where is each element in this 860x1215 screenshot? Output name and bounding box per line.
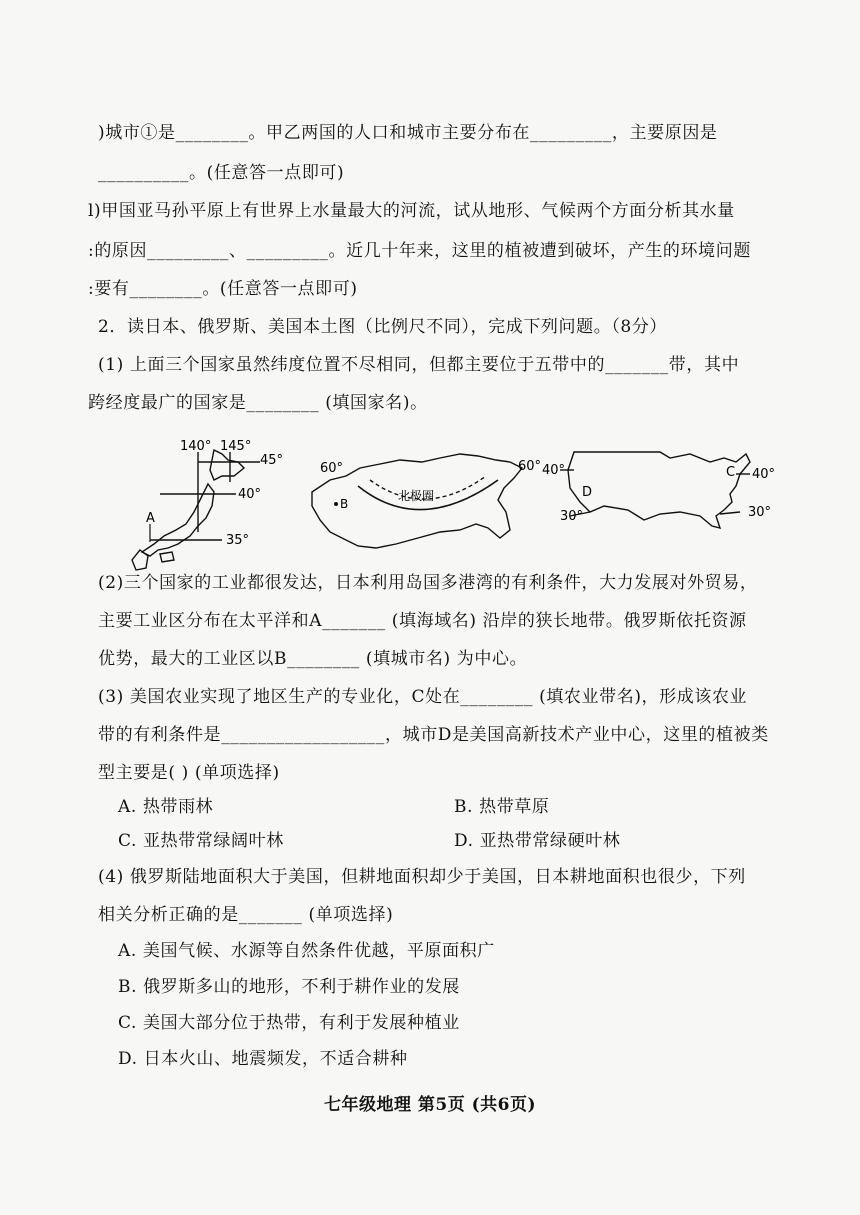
text-line: 优势，最大的工业区以B________ (填城市名) 为中心。 — [98, 649, 528, 669]
lat-label-40: 40° — [238, 487, 262, 502]
lat-label-30-right: 30° — [748, 505, 772, 520]
arctic-circle-label: 北极圈 — [398, 489, 435, 503]
question-2-4: (4) 俄罗斯陆地面积大于美国，但耕地面积却少于美国，日本耕地面积也很少，下列 — [98, 867, 746, 887]
text-line: 相关分析正确的是_______ (单项选择) — [98, 905, 394, 925]
point-label-d: D — [582, 485, 593, 500]
hokkaido-outline — [210, 450, 244, 480]
q3-option-d: D. 亚热带常绿硬叶林 — [454, 831, 621, 851]
text-line: )城市①是________。甲乙两国的人口和城市主要分布在_________，主要原因是 — [98, 123, 718, 143]
text-line: l)甲国亚马孙平原上有世界上水量最大的河流，试从地形、气候两个方面分析其水量 — [88, 201, 735, 221]
russia-map — [300, 440, 550, 560]
text-line: :的原因_________、_________。近几十年来，这里的植被遭到破坏，产生的环境问题 — [88, 241, 751, 261]
point-label-c: C — [726, 465, 736, 480]
point-label-b: B — [340, 497, 349, 511]
lat-label-35: 35° — [226, 533, 250, 548]
question-2-2: (2)三个国家的工业都很发达，日本利用岛国多港湾的有利条件，大力发展对外贸易， — [98, 573, 758, 593]
text-line: 型主要是( ) (单项选择) — [98, 763, 280, 783]
q4-option-d: D. 日本火山、地震频发，不适合耕种 — [118, 1049, 408, 1069]
lat-label-60-left: 60° — [320, 461, 344, 476]
q4-option-c: C. 美国大部分位于热带，有利于发展种植业 — [118, 1013, 460, 1033]
q3-option-a: A. 热带雨林 — [118, 797, 214, 817]
lon-label-145: 145° — [220, 439, 252, 454]
q3-option-c: C. 亚热带常绿阔叶林 — [118, 831, 284, 851]
lat-label-40-left: 40° — [542, 463, 566, 478]
usa-map — [540, 440, 780, 550]
text-line: 主要工业区分布在太平洋和A_______ (填海域名) 沿岸的狭长地带。俄罗斯依托资源 — [98, 611, 747, 631]
page-footer: 七年级地理 第5页 (共6页) — [323, 1095, 537, 1115]
question-2-1: (1) 上面三个国家虽然纬度位置不尽相同，但都主要位于五带中的_______带，其中 — [98, 355, 740, 375]
question-2-title: 2．读日本、俄罗斯、美国本土图（比例尺不同），完成下列问题。（8分） — [98, 317, 668, 337]
point-label-a: A — [146, 511, 155, 526]
text-line: __________。(任意答一点即可) — [98, 163, 345, 183]
text-line: :要有________。(任意答一点即可) — [88, 279, 358, 299]
text-line: 带的有利条件是__________________，城市D是美国高新技术产业中心，这里的植被类 — [98, 725, 769, 745]
usa-outline — [568, 452, 750, 528]
lat-label-30-left: 30° — [560, 509, 584, 524]
lat-label-40-right: 40° — [752, 467, 776, 482]
q4-option-a: A. 美国气候、水源等自然条件优越，平原面积广 — [118, 941, 495, 961]
lat-label-45: 45° — [260, 453, 284, 468]
kyushu-outline — [132, 550, 148, 570]
text-line: 跨经度最广的国家是________ (填国家名)。 — [88, 393, 428, 413]
q3-option-b: B. 热带草原 — [454, 797, 550, 817]
q4-option-b: B. 俄罗斯多山的地形，不利于耕作业的发展 — [118, 977, 460, 997]
lon-label-140: 140° — [180, 439, 212, 454]
lat-label-60-right: 60° — [518, 459, 542, 474]
shikoku-outline — [160, 552, 174, 562]
japan-map — [110, 432, 290, 572]
question-2-3: (3) 美国农业实现了地区生产的专业化，C处在________ (填农业带名)，形成该农业 — [98, 687, 748, 707]
